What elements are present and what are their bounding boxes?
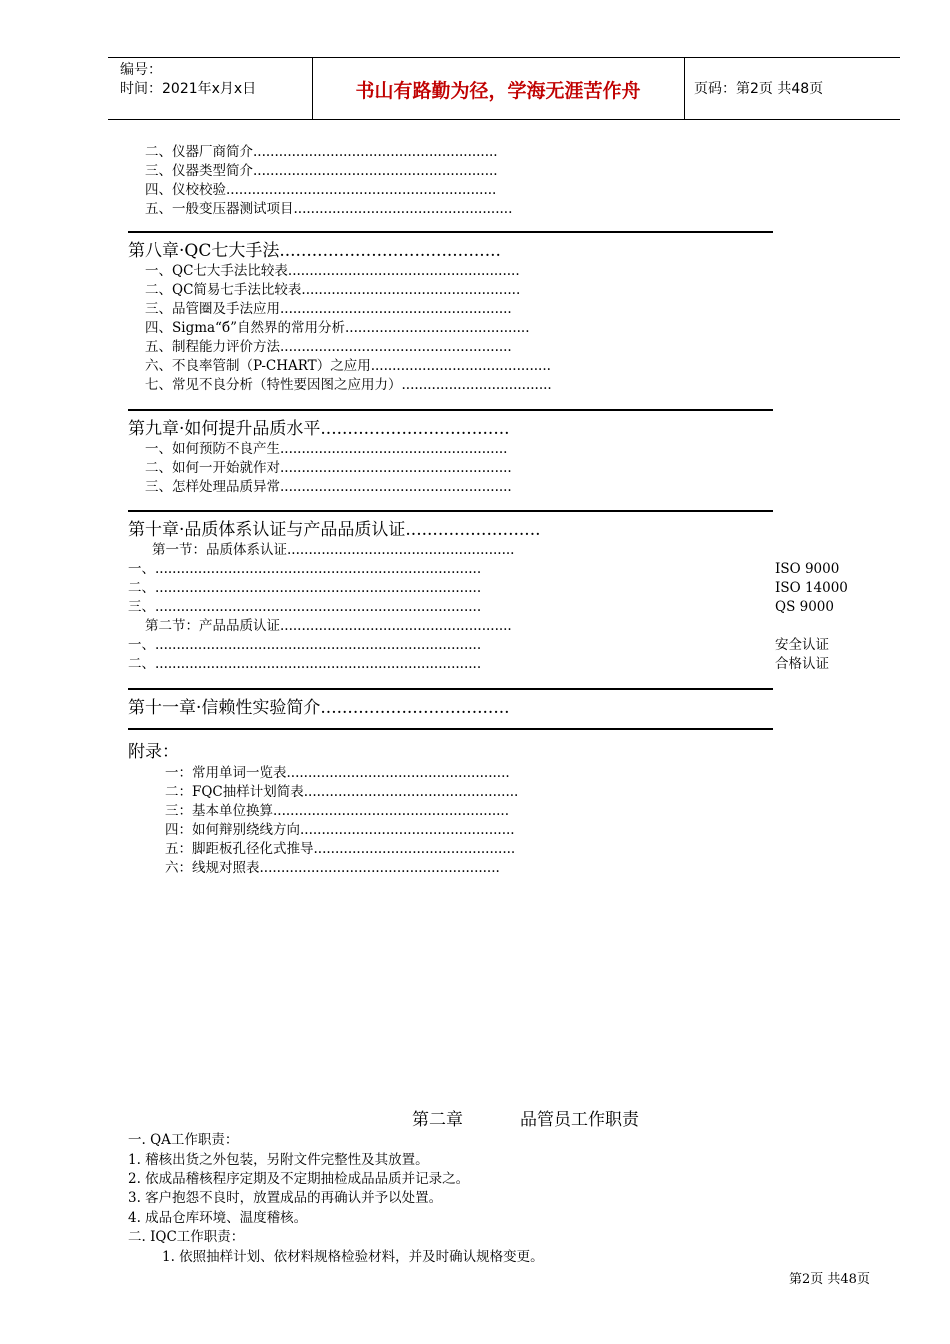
toc-item: 一、QC七大手法比较表...................................................... [145, 263, 520, 279]
header-page-number: 页码：第2页 共48页 [694, 81, 824, 97]
page-header [108, 57, 900, 120]
appendix-item: 五：脚距板孔径化式推导............................................... [165, 841, 516, 857]
footer-page-number: 第2页 共48页 [789, 1272, 870, 1287]
toc-item: 三、怎样处理品质异常...................................................... [145, 479, 512, 495]
time-label: 时间：2021年x月x日 [120, 81, 257, 97]
chapter-rule [128, 510, 773, 512]
serial-label: 编号： [120, 62, 162, 78]
body-line: 3. 客户抱怨不良时，放置成品的再确认并予以处置。 [128, 1190, 443, 1206]
body-line: 1. 稽核出货之外包装，另附文件完整性及其放置。 [128, 1152, 429, 1168]
toc-item-dots: 二、............................................................................ [128, 656, 482, 672]
chapter-rule [128, 231, 773, 233]
section-heading: 二. IQC工作职责： [128, 1229, 245, 1245]
appendix-item: 二：FQC抽样计划简表.................................................. [165, 784, 519, 800]
toc-item-dots: 一、............................................................................ [128, 561, 482, 577]
toc-item-value: 合格认证 [775, 656, 829, 672]
toc-item-value: ISO 14000 [775, 580, 848, 596]
section-heading: 一. QA工作职责： [128, 1132, 239, 1148]
appendix-title: 附录： [128, 742, 179, 762]
toc-item: 七、常见不良分析（特性要因图之应用力）................................... [145, 377, 552, 393]
toc-chapter-title: 第九章·如何提升品质水平................................... [128, 419, 510, 439]
chapter-rule [128, 409, 773, 411]
header-divider [684, 58, 685, 119]
body-line: 4. 成品仓库环境、温度稽核。 [128, 1210, 308, 1226]
toc-chapter-title: 第十一章·信赖性实验简介................................... [128, 698, 510, 718]
toc-item: 六、不良率管制（P-CHART）之应用.......................................... [145, 358, 551, 374]
toc-item: 一、如何预防不良产生..................................................... [145, 441, 508, 457]
toc-item: 二、仪器厂商简介......................................................... [145, 144, 498, 160]
body-line: 1. 依照抽样计划、依材料规格检验材料，并及时确认规格变更。 [162, 1249, 544, 1265]
toc-section: 第二节：产品品质认证...................................................... [145, 618, 512, 634]
toc-chapter-title: 第八章·QC七大手法......................................... [128, 241, 501, 261]
toc-item-dots: 二、............................................................................ [128, 580, 482, 596]
chapter-number: 第二章 [412, 1110, 463, 1130]
toc-chapter-title: 第十章·品质体系认证与产品品质认证......................... [128, 520, 541, 540]
toc-section: 第一节：品质体系认证..................................................... [152, 542, 515, 558]
chapter-rule [128, 688, 773, 690]
toc-item: 二、如何一开始就作对...................................................... [145, 460, 512, 476]
toc-item: 三、品管圈及手法应用...................................................... [145, 301, 512, 317]
chapter-rule [128, 728, 773, 730]
appendix-item: 三：基本单位换算....................................................... [165, 803, 510, 819]
chapter-title: 品管员工作职责 [520, 1110, 639, 1130]
toc-item: 五、制程能力评价方法...................................................... [145, 339, 512, 355]
body-line: 2. 依成品稽核程序定期及不定期抽检成品品质并记录之。 [128, 1171, 470, 1187]
appendix-item: 一：常用单词一览表.................................................... [165, 765, 510, 781]
toc-item-value: ISO 9000 [775, 561, 840, 577]
toc-item: 四、Sigma“б”自然界的常用分析........................................... [145, 320, 530, 336]
appendix-item: 四：如何辩别绕线方向.................................................. [165, 822, 515, 838]
toc-item-value: 安全认证 [775, 637, 829, 653]
toc-item: 四、仪校校验............................................................... [145, 182, 497, 198]
header-meta [120, 61, 256, 99]
appendix-item: 六：线规对照表........................................................ [165, 860, 500, 876]
toc-item-dots: 三、............................................................................ [128, 599, 482, 615]
toc-item: 二、QC简易七手法比较表................................................... [145, 282, 521, 298]
header-motto: 书山有路勤为径，学海无涯苦作舟 [355, 80, 641, 102]
toc-item: 五、一般变压器测试项目................................................... [145, 201, 513, 217]
toc-item-dots: 一、............................................................................ [128, 637, 482, 653]
toc-item-value: QS 9000 [775, 599, 834, 615]
toc-item: 三、仪器类型简介......................................................... [145, 163, 498, 179]
